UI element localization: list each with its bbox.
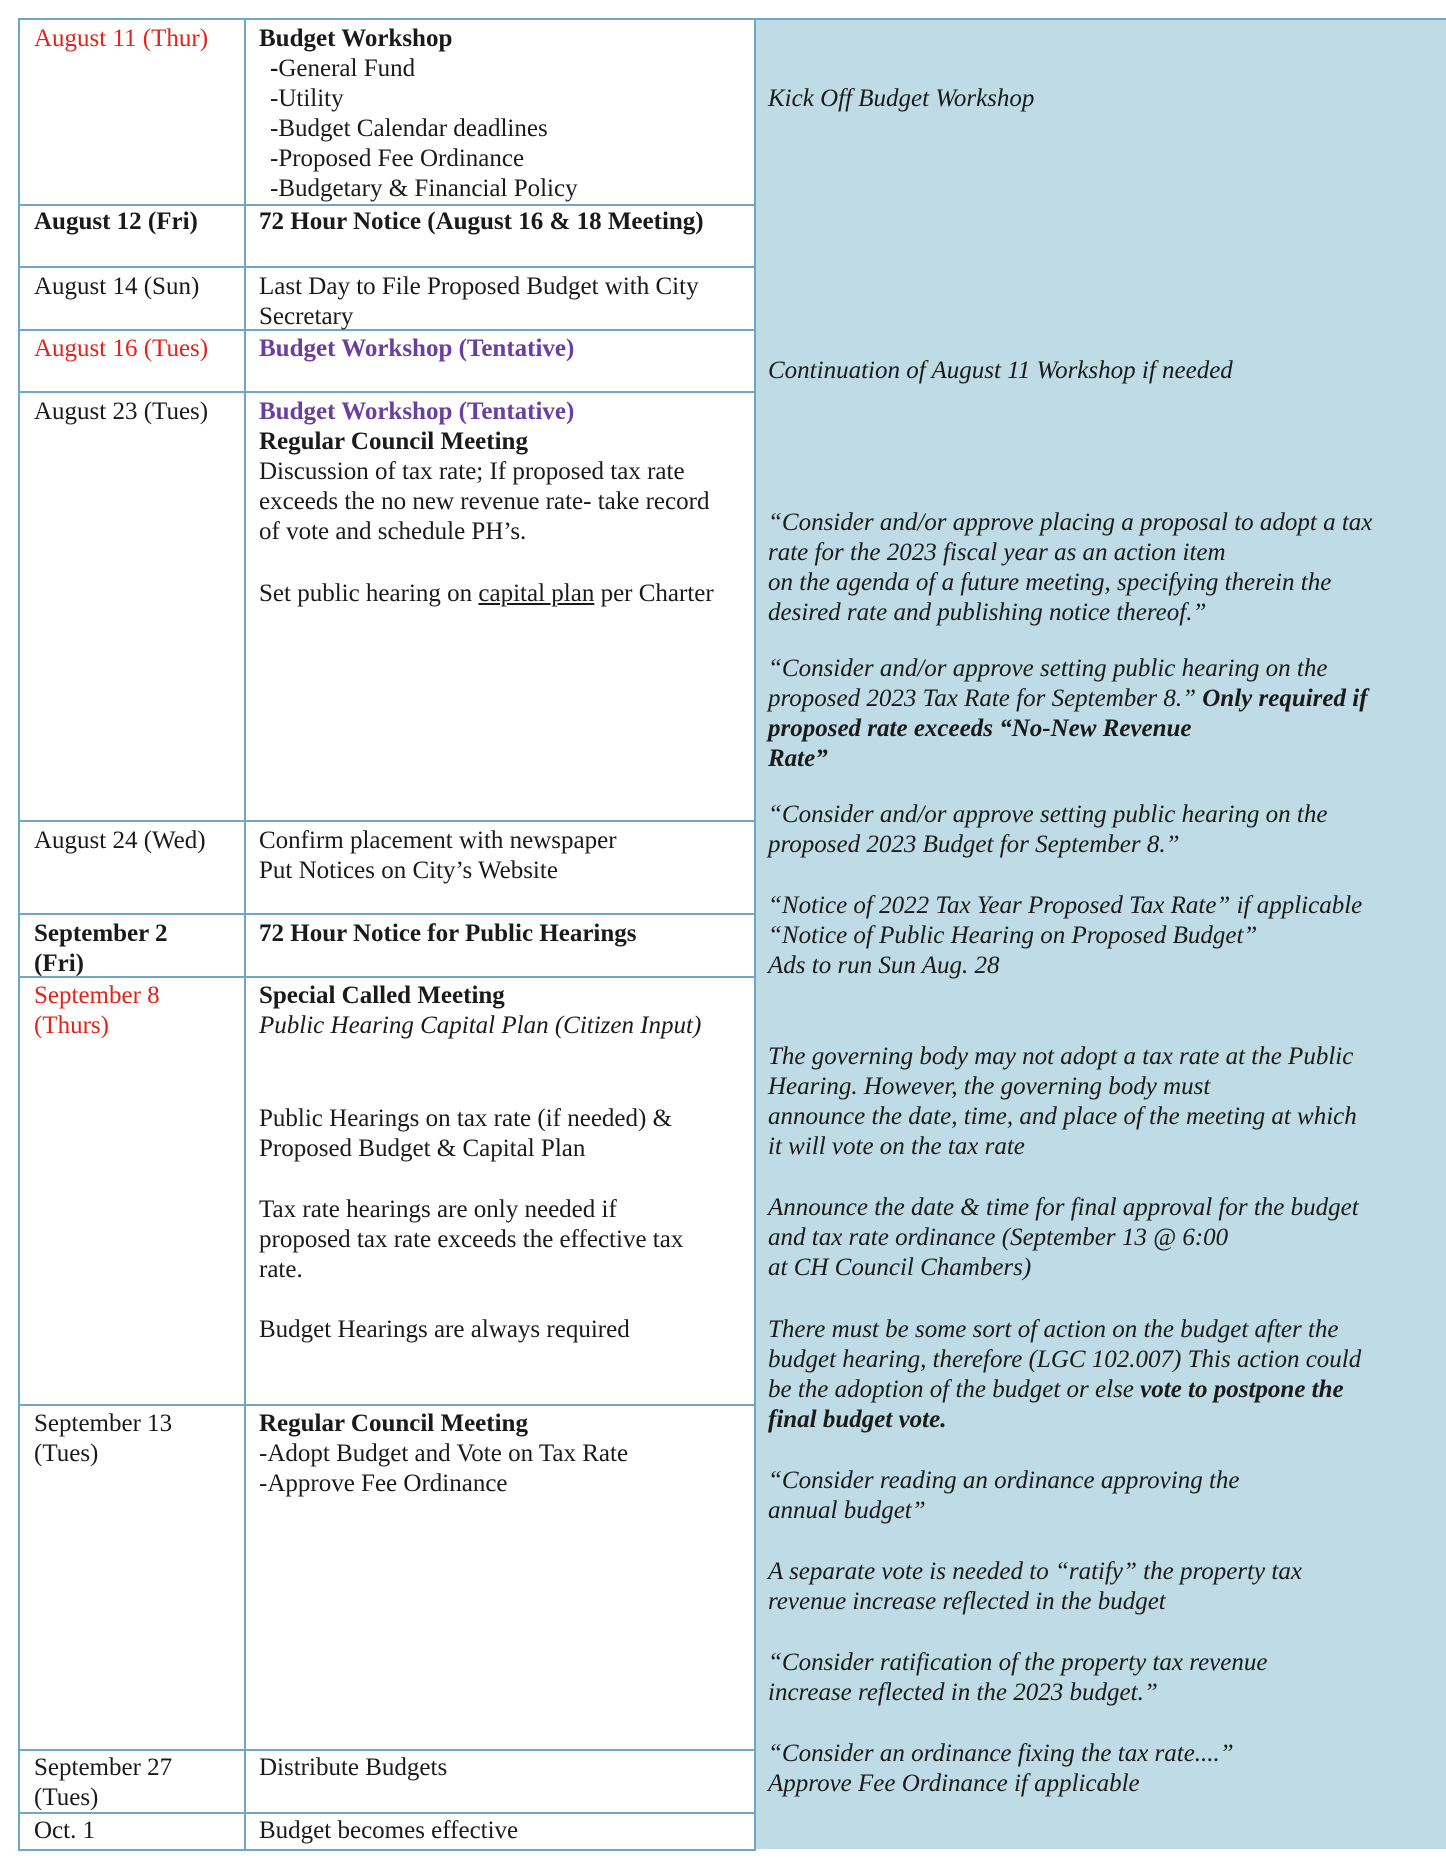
note-ratification: increase reflected in the 2023 budget.”: [768, 1679, 1158, 1706]
date-cell: September 8: [34, 982, 160, 1009]
date-cell: August 12 (Fri): [34, 208, 198, 235]
note-hearing-tax: proposed rate exceeds “No-New Revenue: [768, 715, 1192, 742]
note-reading: annual budget”: [768, 1497, 926, 1524]
note-ratify: revenue increase reflected in the budget: [768, 1588, 1166, 1615]
date-cell: Oct. 1: [34, 1817, 96, 1844]
row-divider: [18, 266, 756, 268]
event-text: Set public hearing on capital plan per Charter: [259, 580, 714, 607]
row-divider: [18, 913, 756, 915]
table-border-left: [18, 18, 20, 1850]
note-hearing-tax: “Consider and/or approve setting public hearing on the: [768, 655, 1328, 682]
note-ratification: “Consider ratification of the property tax revenue: [768, 1649, 1268, 1676]
event-text: Put Notices on City’s Website: [259, 857, 558, 884]
note-consider-tax: rate for the 2023 fiscal year as an action item: [768, 539, 1226, 566]
event-text: Secretary: [259, 303, 354, 330]
capital-plan-link: capital plan: [478, 580, 595, 607]
date-cell: (Thurs): [34, 1012, 109, 1039]
note-fixing: “Consider an ordinance fixing the tax rate....”: [768, 1740, 1234, 1767]
note-action: There must be some sort of action on the budget after the: [768, 1316, 1339, 1343]
note-consider-tax: on the agenda of a future meeting, specifying therein the: [768, 569, 1332, 596]
note-reading: “Consider reading an ordinance approving the: [768, 1467, 1240, 1494]
note-announce: and tax rate ordinance (September 13 @ 6:00: [768, 1224, 1229, 1251]
event-text: Public Hearings on tax rate (if needed) &: [259, 1105, 673, 1132]
note-governing: it will vote on the tax rate: [768, 1133, 1025, 1160]
note-hearing-budget: proposed 2023 Budget for September 8.”: [768, 831, 1180, 858]
table-border-bottom: [18, 1849, 756, 1851]
note-fixing: Approve Fee Ordinance if applicable: [768, 1770, 1140, 1797]
note-governing: Hearing. However, the governing body must: [768, 1073, 1211, 1100]
row-divider: [18, 1749, 756, 1751]
note-continuation: Continuation of August 11 Workshop if needed: [768, 357, 1233, 384]
event-subtitle: Public Hearing Capital Plan (Citizen Input): [259, 1012, 702, 1039]
event-text: of vote and schedule PH’s.: [259, 518, 527, 545]
event-text: Distribute Budgets: [259, 1754, 448, 1781]
note-hearing-tax: Rate”: [768, 745, 828, 772]
note-action: budget hearing, therefore (LGC 102.007) This action could: [768, 1346, 1362, 1373]
row-divider: [18, 329, 756, 331]
note-hearing-budget: “Consider and/or approve setting public hearing on the: [768, 801, 1328, 828]
event-item: -Budgetary & Financial Policy: [270, 175, 578, 202]
date-cell: August 24 (Wed): [34, 827, 206, 854]
date-cell: August 16 (Tues): [34, 335, 209, 362]
event-text: Last Day to File Proposed Budget with City: [259, 273, 699, 300]
event-title: Budget Workshop: [259, 25, 453, 52]
event-item: -Utility: [270, 85, 344, 112]
event-title: Special Called Meeting: [259, 982, 505, 1009]
event-item: -Adopt Budget and Vote on Tax Rate: [259, 1440, 629, 1467]
date-cell: September 2: [34, 920, 168, 947]
note-notices: Ads to run Sun Aug. 28: [768, 952, 1000, 979]
note-hearing-tax: proposed 2023 Tax Rate for September 8.” Only required if: [768, 685, 1368, 712]
row-divider: [18, 820, 756, 822]
date-cell: September 13: [34, 1410, 173, 1437]
note-action: be the adoption of the budget or else vote to postpone the: [768, 1376, 1344, 1403]
date-cell: August 14 (Sun): [34, 273, 200, 300]
column-divider-1: [244, 18, 246, 1850]
event-item: -Budget Calendar deadlines: [270, 115, 548, 142]
row-divider: [18, 1404, 756, 1406]
note-notices: “Notice of Public Hearing on Proposed Budget”: [768, 922, 1258, 949]
event-text: Tax rate hearings are only needed if: [259, 1196, 617, 1223]
date-cell: August 11 (Thur): [34, 25, 209, 52]
column-divider-2: [754, 18, 756, 1850]
event-text: Proposed Budget & Capital Plan: [259, 1135, 586, 1162]
event-text: exceeds the no new revenue rate- take record: [259, 488, 710, 515]
row-divider: [18, 1812, 756, 1814]
note-kickoff: Kick Off Budget Workshop: [768, 85, 1035, 112]
event-title: Budget Workshop (Tentative): [259, 335, 575, 362]
note-consider-tax: desired rate and publishing notice thereof.”: [768, 599, 1207, 626]
table-border-top: [18, 18, 1446, 20]
note-announce: Announce the date & time for final approval for the budget: [768, 1194, 1359, 1221]
event-text: Discussion of tax rate; If proposed tax rate: [259, 458, 685, 485]
note-governing: announce the date, time, and place of the meeting at which: [768, 1103, 1357, 1130]
note-notices: “Notice of 2022 Tax Year Proposed Tax Rate” if applicable: [768, 892, 1363, 919]
date-cell: September 27: [34, 1754, 173, 1781]
event-subtitle: Regular Council Meeting: [259, 428, 528, 455]
row-divider: [18, 976, 756, 978]
event-text: Budget becomes effective: [259, 1817, 519, 1844]
event-text: rate.: [259, 1256, 303, 1283]
note-announce: at CH Council Chambers): [768, 1254, 1032, 1281]
event-text: Confirm placement with newspaper: [259, 827, 617, 854]
event-title: Budget Workshop (Tentative): [259, 398, 575, 425]
note-ratify: A separate vote is needed to “ratify” the property tax: [768, 1558, 1302, 1585]
event-title: 72 Hour Notice for Public Hearings: [259, 920, 637, 947]
event-item: -General Fund: [270, 55, 416, 82]
date-cell: (Tues): [34, 1784, 99, 1811]
note-consider-tax: “Consider and/or approve placing a proposal to adopt a tax: [768, 509, 1373, 536]
date-cell: (Fri): [34, 950, 84, 977]
event-item: -Approve Fee Ordinance: [259, 1470, 508, 1497]
date-cell: (Tues): [34, 1440, 99, 1467]
note-action: final budget vote.: [768, 1406, 947, 1433]
event-title: Regular Council Meeting: [259, 1410, 528, 1437]
row-divider: [18, 391, 756, 393]
date-cell: August 23 (Tues): [34, 398, 209, 425]
event-text: proposed tax rate exceeds the effective tax: [259, 1226, 684, 1253]
row-divider: [18, 204, 756, 206]
event-text: Budget Hearings are always required: [259, 1316, 630, 1343]
event-title: 72 Hour Notice (August 16 & 18 Meeting): [259, 208, 704, 235]
note-governing: The governing body may not adopt a tax rate at the Public: [768, 1043, 1354, 1070]
event-item: -Proposed Fee Ordinance: [270, 145, 525, 172]
